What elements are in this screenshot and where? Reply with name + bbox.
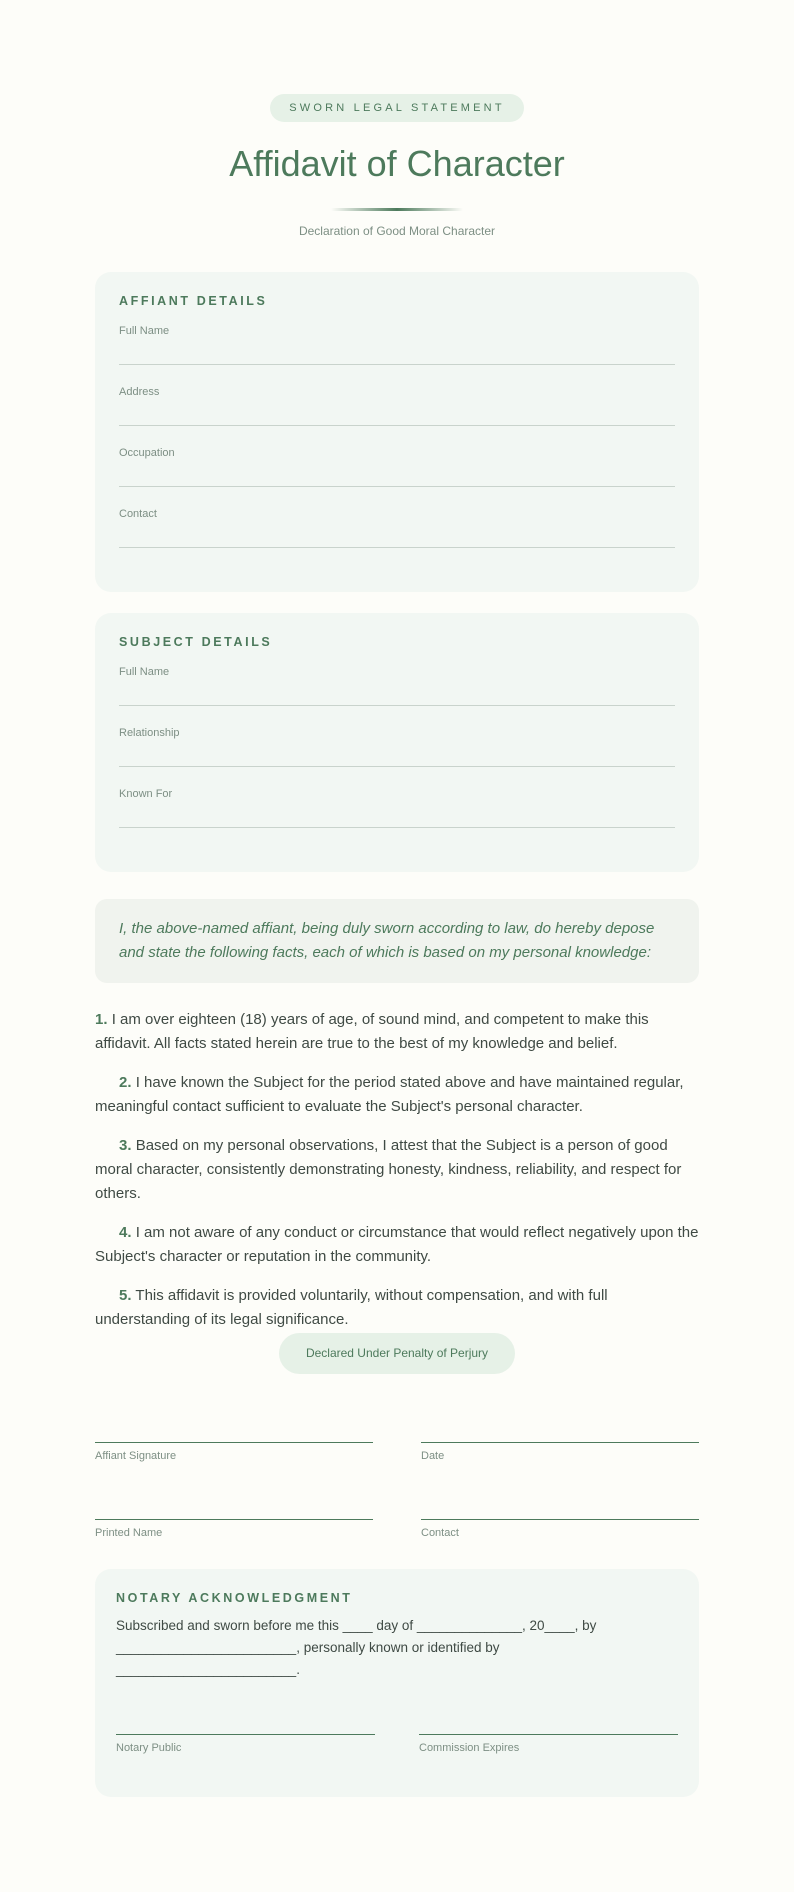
affiant-occupation-field[interactable]: [119, 447, 675, 508]
subject-relationship-field[interactable]: [119, 727, 675, 788]
signature-line: [421, 1519, 699, 1520]
signature-line: [421, 1442, 699, 1443]
subject-details-heading: SUBJECT DETAILS: [119, 635, 273, 649]
signature-line: [95, 1519, 373, 1520]
penalty-badge: Declared Under Penalty of Perjury: [279, 1333, 515, 1374]
signature-label: Date: [421, 1450, 445, 1462]
signature-label: Affiant Signature: [95, 1450, 177, 1462]
field-underline: [119, 364, 675, 365]
clause-text: I have known the Subject for the period stated above and have maintained regular, meaningful contact sufficient to evaluate the Subject's personal character.: [95, 1074, 684, 1115]
clause-number: 5.: [119, 1287, 132, 1304]
field-underline: [119, 547, 675, 548]
field-label: Relationship: [119, 727, 180, 739]
field-label: Contact: [119, 508, 157, 520]
affiant-contact-field[interactable]: [119, 508, 675, 569]
notary-public-signature-field[interactable]: [116, 1734, 375, 1754]
clause-text: I am not aware of any conduct or circumstance that would reflect negatively upon the Subject's character or reputation in the community.: [95, 1224, 699, 1265]
field-underline: [119, 766, 675, 767]
field-label: Occupation: [119, 447, 175, 459]
affiant-details-card: [95, 272, 699, 592]
clause-number: 4.: [119, 1224, 132, 1241]
affiant-signature-field[interactable]: [95, 1442, 373, 1462]
affiant-full-name-field[interactable]: [119, 325, 675, 386]
notary-heading: NOTARY ACKNOWLEDGMENT: [116, 1591, 353, 1605]
field-underline: [119, 827, 675, 828]
subject-full-name-field[interactable]: [119, 666, 675, 727]
clause-2: [95, 1071, 699, 1119]
document-subtitle: Declaration of Good Moral Character: [298, 224, 496, 238]
clause-number: 1.: [95, 1011, 108, 1028]
affiant-details-heading: AFFIANT DETAILS: [119, 294, 268, 308]
date-field[interactable]: [421, 1442, 699, 1462]
signature-line: [116, 1734, 375, 1735]
field-underline: [119, 486, 675, 487]
clause-text: This affidavit is provided voluntarily, without compensation, and with full understanding of its legal significance.: [95, 1287, 608, 1328]
signature-label: Printed Name: [95, 1527, 163, 1539]
signature-line: [419, 1734, 678, 1735]
field-underline: [119, 425, 675, 426]
field-label: Known For: [119, 788, 173, 800]
document-header: [95, 0, 699, 238]
clause-1: [95, 1008, 699, 1056]
title-divider: [331, 208, 463, 211]
subject-details-card: [95, 613, 699, 872]
field-label: Full Name: [119, 325, 170, 337]
clause-text: I am over eighteen (18) years of age, of sound mind, and competent to make this affidavit. All facts stated herein are true to the best of my knowledge and belief.: [95, 1011, 649, 1052]
subject-known-for-field[interactable]: [119, 788, 675, 849]
commission-expires-field[interactable]: [419, 1734, 678, 1754]
signature-line: [95, 1442, 373, 1443]
notary-acknowledgment-card: [95, 1569, 699, 1797]
affidavit-page: [95, 0, 699, 1754]
clause-number: 3.: [119, 1137, 132, 1154]
signature-label: Contact: [421, 1527, 459, 1539]
clause-number: 2.: [119, 1074, 132, 1091]
signature-label: Notary Public: [116, 1742, 182, 1754]
penalty-declaration: [95, 1333, 699, 1374]
field-label: Address: [119, 386, 160, 398]
printed-name-field[interactable]: [95, 1519, 373, 1539]
notary-statement: Subscribed and sworn before me this ____ day of ______________, 20____, by ________________________, personally known or identified by ________________________.: [116, 1618, 597, 1677]
sworn-statement-intro: I, the above-named affiant, being duly sworn according to law, do hereby depose and state the following facts, each of which is based on my personal knowledge:: [95, 899, 699, 983]
clause-text: Based on my personal observations, I attest that the Subject is a person of good moral character, consistently demonstrating honesty, kindness, reliability, and respect for others.: [95, 1137, 682, 1202]
clause-3: [95, 1134, 699, 1206]
clause-4: [95, 1221, 699, 1269]
statement-clauses: [95, 1008, 699, 1347]
document-title: Affidavit of Character: [229, 143, 565, 184]
signature-contact-field[interactable]: [421, 1519, 699, 1539]
clause-5: [95, 1284, 699, 1332]
field-underline: [119, 705, 675, 706]
document-type-badge: SWORN LEGAL STATEMENT: [270, 94, 524, 122]
signature-label: Commission Expires: [419, 1742, 520, 1754]
field-label: Full Name: [119, 666, 170, 678]
affiant-address-field[interactable]: [119, 386, 675, 447]
